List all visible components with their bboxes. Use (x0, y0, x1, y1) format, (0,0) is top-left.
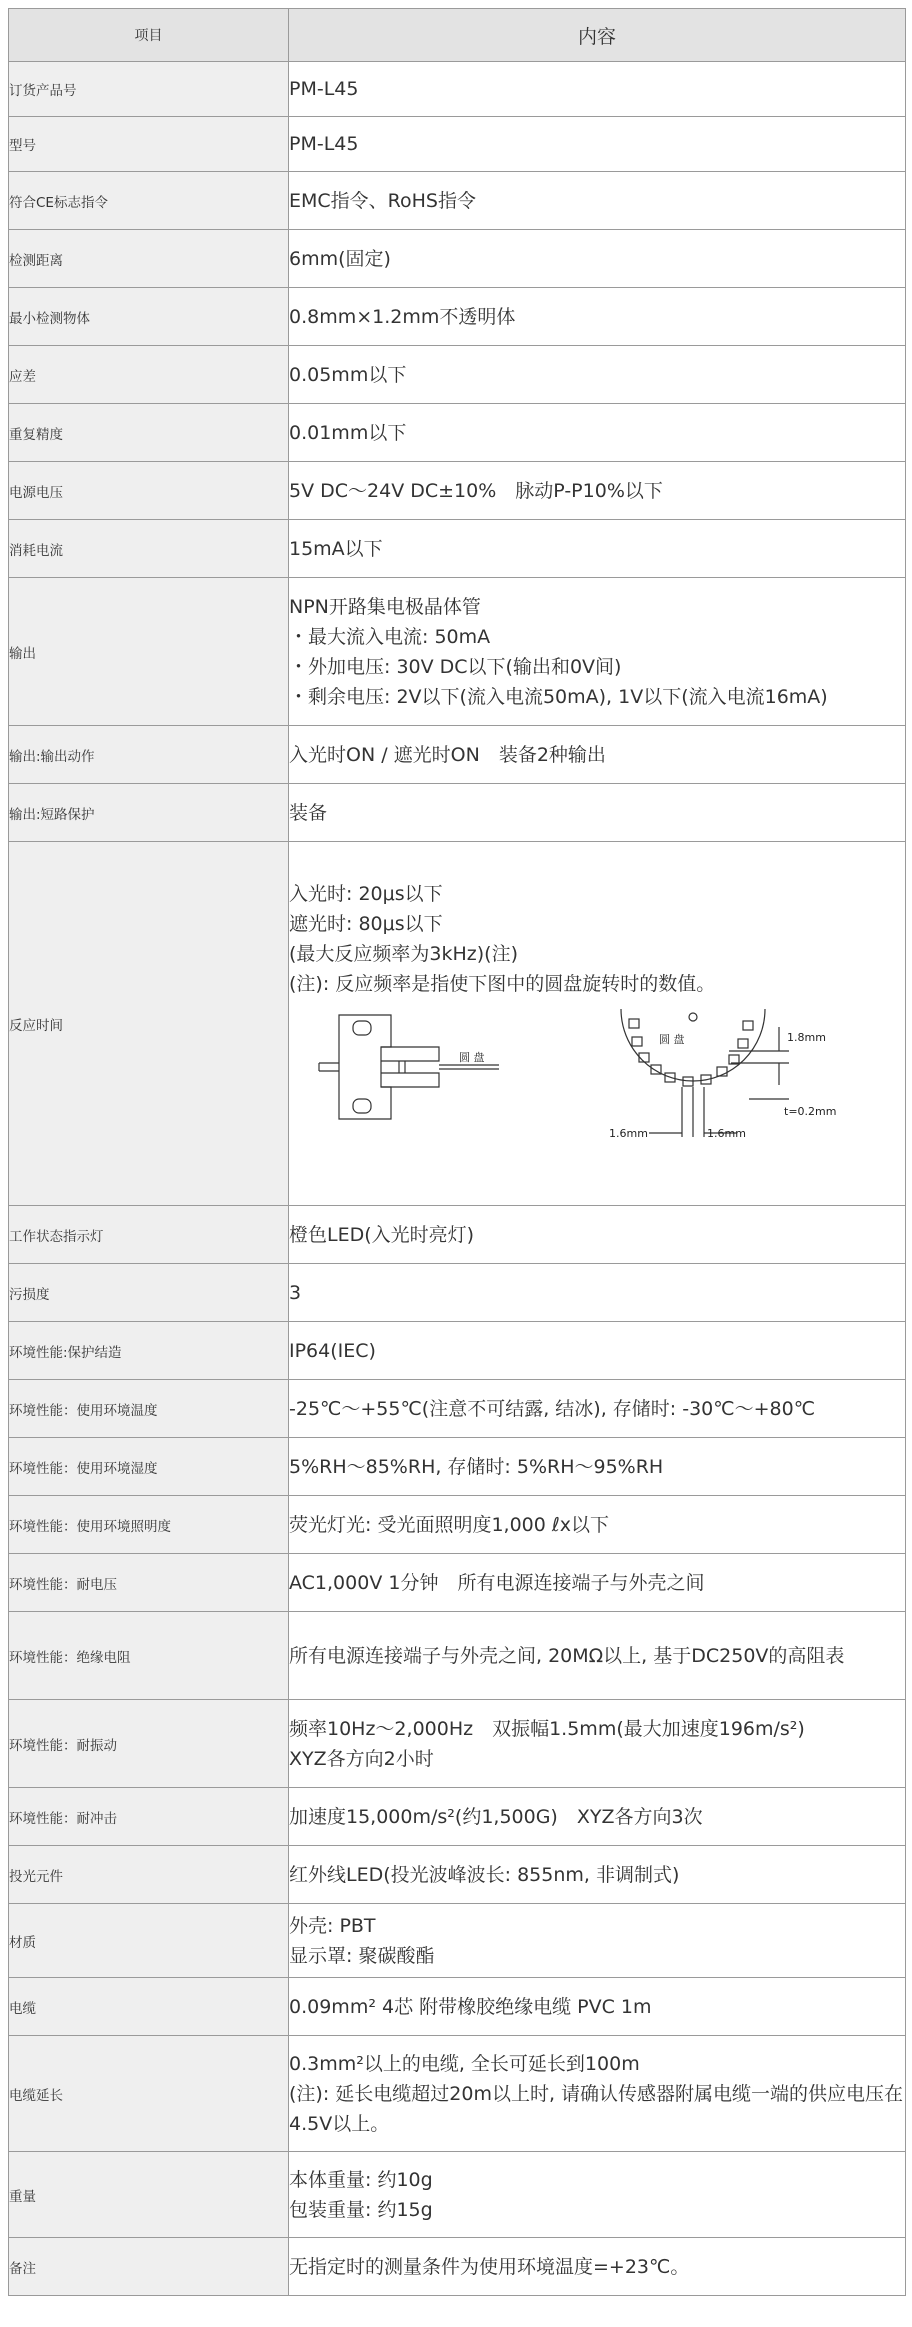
spec-value-line: 红外线LED(投光波峰波长: 855nm, 非调制式) (289, 1863, 680, 1886)
table-row (9, 784, 906, 842)
spec-value-line: (注): 延长电缆超过20m以上时, 请确认传感器附属电缆一端的供应电压在4.5V以上。 (289, 2082, 904, 2135)
table-row (9, 2238, 906, 2296)
table-row (9, 1438, 906, 1496)
table-row (9, 117, 906, 172)
spec-label: 电缆 (9, 1978, 289, 2036)
spec-value (289, 726, 906, 784)
table-row (9, 346, 906, 404)
spec-value-line: 0.09mm² 4芯 附带橡胶绝缘电缆 PVC 1m (289, 1995, 652, 2018)
spec-label: 反应时间 (9, 842, 289, 1206)
spec-label: 环境性能:保护结造 (9, 1322, 289, 1380)
spec-value (289, 1700, 906, 1788)
spec-value-line: 橙色LED(入光时亮灯) (289, 1223, 475, 1246)
table-row (9, 2036, 906, 2152)
spec-value (289, 1264, 906, 1322)
spec-label: 电缆延长 (9, 2036, 289, 2152)
spec-value (289, 1788, 906, 1846)
spec-value-line: 0.05mm以下 (289, 363, 407, 386)
header-content: 内容 (289, 9, 906, 62)
spec-value (289, 2152, 906, 2238)
spec-label: 重复精度 (9, 404, 289, 462)
table-row (9, 1380, 906, 1438)
spec-label: 污损度 (9, 1264, 289, 1322)
spec-value (289, 842, 906, 1206)
spec-value (289, 62, 906, 117)
disk-label-left: 圆 盘 (459, 1050, 485, 1064)
spec-label: 材质 (9, 1904, 289, 1978)
spec-value (289, 2036, 906, 2152)
spec-value (289, 1612, 906, 1700)
disk-diagram (289, 1007, 905, 1169)
table-row (9, 726, 906, 784)
spec-label: 环境性能：使用环境温度 (9, 1380, 289, 1438)
table-row (9, 1264, 906, 1322)
spec-value (289, 578, 906, 726)
spec-value-line: (最大反应频率为3kHz)(注) (289, 942, 519, 965)
spec-label: 消耗电流 (9, 520, 289, 578)
table-row (9, 1904, 906, 1978)
spec-label: 输出 (9, 578, 289, 726)
spec-label: 订货产品号 (9, 62, 289, 117)
spec-value (289, 230, 906, 288)
disk-label-right: 圆 盘 (659, 1032, 685, 1046)
table-row (9, 1846, 906, 1904)
spec-value (289, 1206, 906, 1264)
spec-value-line: 遮光时: 80μs以下 (289, 912, 443, 935)
table-row (9, 404, 906, 462)
table-row (9, 1496, 906, 1554)
spec-value (289, 784, 906, 842)
spec-label: 工作状态指示灯 (9, 1206, 289, 1264)
spec-label: 环境性能：使用环境湿度 (9, 1438, 289, 1496)
spec-value-line: XYZ各方向2小时 (289, 1747, 434, 1770)
spec-value-line: 荧光灯光: 受光面照明度1,000 ℓx以下 (289, 1513, 609, 1536)
spec-label: 备注 (9, 2238, 289, 2296)
spec-value-line: IP64(IEC) (289, 1339, 376, 1362)
disk-icon (621, 1009, 789, 1137)
spec-value-line: 所有电源连接端子与外壳之间, 20MΩ以上, 基于DC250V的高阻表 (289, 1644, 845, 1667)
spec-label: 环境性能：耐冲击 (9, 1788, 289, 1846)
spec-value-line: NPN开路集电极晶体管 (289, 595, 481, 618)
spec-value (289, 1846, 906, 1904)
spec-label: 重量 (9, 2152, 289, 2238)
spec-value-line: PM-L45 (289, 133, 359, 155)
spec-value-line: 入光时ON / 遮光时ON 装备2种输出 (289, 743, 606, 766)
spec-value-line: 0.01mm以下 (289, 421, 407, 444)
spec-value (289, 1380, 906, 1438)
spec-value-line: PM-L45 (289, 78, 359, 100)
spec-label: 环境性能：使用环境照明度 (9, 1496, 289, 1554)
table-row (9, 1788, 906, 1846)
spec-label: 应差 (9, 346, 289, 404)
spec-value-line: ・剩余电压: 2V以下(流入电流50mA), 1V以下(流入电流16mA) (289, 685, 828, 708)
spec-label: 环境性能：耐电压 (9, 1554, 289, 1612)
table-row (9, 62, 906, 117)
spec-value-line: 5V DC～24V DC±10% 脉动P-P10%以下 (289, 479, 663, 502)
spec-value (289, 2238, 906, 2296)
spec-value (289, 1496, 906, 1554)
spec-value-line: 显示罩: 聚碳酸酯 (289, 1944, 435, 1967)
spec-label: 检测距离 (9, 230, 289, 288)
spec-value-line: 装备 (289, 801, 328, 824)
spec-value-line: 0.3mm²以上的电缆, 全长可延长到100m (289, 2052, 640, 2075)
sensor-outline-icon (319, 1015, 499, 1119)
spec-value-line: 加速度15,000m/s²(约1,500G) XYZ各方向3次 (289, 1805, 703, 1828)
spec-value-line: 0.8mm×1.2mm不透明体 (289, 305, 516, 328)
spec-label: 电源电压 (9, 462, 289, 520)
spec-value (289, 1554, 906, 1612)
sensor-disk-drawing (289, 1007, 889, 1169)
spec-value-line: 3 (289, 1281, 302, 1304)
spec-value-line: 6mm(固定) (289, 247, 391, 270)
spec-value (289, 117, 906, 172)
header-item: 项目 (9, 9, 289, 62)
table-header-row (9, 9, 906, 62)
spec-value-line: 15mA以下 (289, 537, 383, 560)
spec-label: 投光元件 (9, 1846, 289, 1904)
table-row (9, 230, 906, 288)
spec-value-line: 频率10Hz～2,000Hz 双振幅1.5mm(最大加速度196m/s²) (289, 1717, 805, 1740)
spec-label: 环境性能：绝缘电阻 (9, 1612, 289, 1700)
dim-thickness: t=0.2mm (784, 1104, 837, 1118)
table-row (9, 1322, 906, 1380)
table-row (9, 172, 906, 230)
table-row (9, 1700, 906, 1788)
spec-label: 型号 (9, 117, 289, 172)
spec-value-line: (注): 反应频率是指使下图中的圆盘旋转时的数值。 (289, 972, 716, 995)
spec-value (289, 1904, 906, 1978)
spec-value-line: 外壳: PBT (289, 1914, 376, 1937)
dim-height: 1.8mm (787, 1030, 826, 1044)
spec-value (289, 520, 906, 578)
table-row (9, 578, 906, 726)
dim-left: 1.6mm (609, 1126, 648, 1140)
spec-value-line: 5%RH～85%RH, 存储时: 5%RH～95%RH (289, 1455, 664, 1478)
table-row (9, 520, 906, 578)
spec-value-line: ・外加电压: 30V DC以下(输出和0V间) (289, 655, 622, 678)
spec-table (8, 8, 906, 2296)
spec-label: 输出:输出动作 (9, 726, 289, 784)
spec-value (289, 404, 906, 462)
spec-value-line: 包装重量: 约15g (289, 2198, 433, 2221)
spec-value-line: 本体重量: 约10g (289, 2168, 433, 2191)
table-row (9, 842, 906, 1206)
spec-label: 环境性能：耐振动 (9, 1700, 289, 1788)
spec-label: 符合CE标志指令 (9, 172, 289, 230)
spec-value (289, 462, 906, 520)
spec-value (289, 1322, 906, 1380)
table-row (9, 1612, 906, 1700)
spec-value-line: AC1,000V 1分钟 所有电源连接端子与外壳之间 (289, 1571, 705, 1594)
table-row (9, 1206, 906, 1264)
dim-right: 1.6mm (707, 1126, 746, 1140)
spec-value (289, 288, 906, 346)
spec-value-line: -25℃～+55℃(注意不可结露, 结冰), 存储时: -30℃～+80℃ (289, 1397, 816, 1420)
spec-label: 输出:短路保护 (9, 784, 289, 842)
spec-value-line: EMC指令、RoHS指令 (289, 189, 476, 212)
table-row (9, 288, 906, 346)
spec-label: 最小检测物体 (9, 288, 289, 346)
spec-value-line: 入光时: 20μs以下 (289, 882, 443, 905)
spec-value (289, 1978, 906, 2036)
spec-value (289, 1438, 906, 1496)
table-row (9, 1554, 906, 1612)
spec-value-line: ・最大流入电流: 50mA (289, 625, 491, 648)
spec-value (289, 172, 906, 230)
table-row (9, 2152, 906, 2238)
table-row (9, 462, 906, 520)
spec-value-line: 无指定时的测量条件为使用环境温度=+23℃。 (289, 2255, 690, 2278)
spec-value (289, 346, 906, 404)
table-row (9, 1978, 906, 2036)
